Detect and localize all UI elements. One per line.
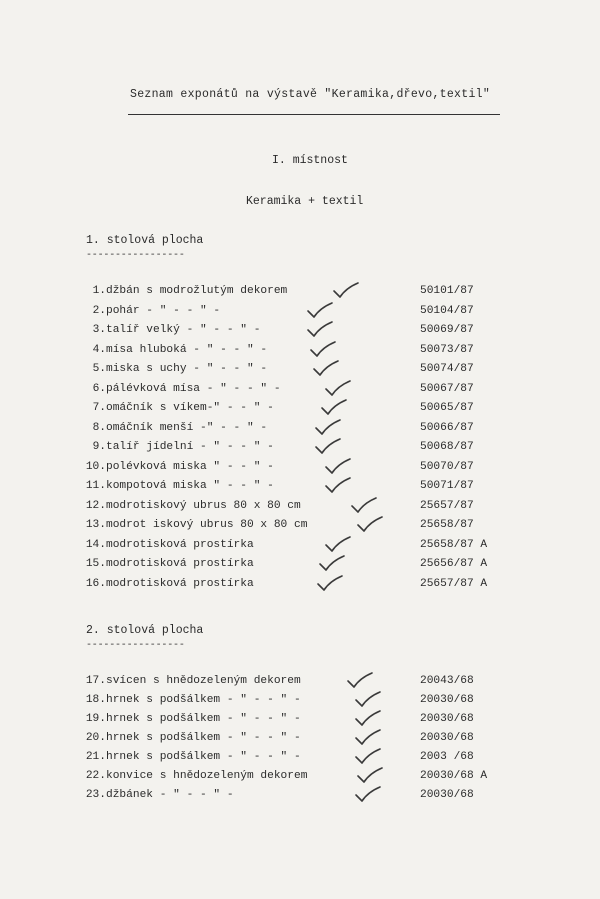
- item-name: modrotisková prostírka: [106, 538, 254, 551]
- item-number: 19.: [85, 713, 106, 725]
- checkmark-icon: [306, 302, 334, 318]
- item-number: 6.: [92, 382, 106, 395]
- section-underline: -----------------: [86, 250, 185, 261]
- list-item: [84, 713, 504, 731]
- document-title: Seznam exponátů na výstavě "Keramika,dřevo,textil": [130, 88, 491, 101]
- list-item: [84, 344, 504, 362]
- inventory-number: 50073/87: [420, 343, 474, 356]
- section-title: 1. stolová plocha: [86, 234, 204, 247]
- item-name: talíř velký - " - - " -: [106, 324, 261, 336]
- inventory-number: 2003 /68: [420, 751, 474, 763]
- list-item: [84, 558, 504, 576]
- item-name: omáčník s víkem-" - - " -: [106, 402, 274, 414]
- inventory-number: 25657/87: [420, 499, 474, 512]
- item-name: kompotová miska " - - " -: [106, 480, 274, 492]
- list-item: [84, 519, 504, 537]
- list-item: [84, 285, 504, 303]
- checkmark-icon: [309, 341, 337, 357]
- item-name: modrotisková prostírka: [106, 558, 254, 570]
- inventory-number: 50067/87: [420, 382, 474, 395]
- list-item: [84, 402, 504, 420]
- inventory-number: 50101/87: [420, 285, 474, 297]
- inventory-number: 20030/68: [420, 789, 474, 801]
- item-number: 11.: [85, 480, 106, 492]
- list-item: [84, 500, 504, 518]
- inventory-number: 50104/87: [420, 304, 474, 317]
- inventory-number: 20030/68 A: [420, 770, 488, 782]
- item-name: svícen s hnědozeleným dekorem: [106, 675, 301, 687]
- category-heading: Keramika + textil: [246, 195, 364, 208]
- item-number: 2.: [92, 304, 106, 317]
- list-item: [84, 480, 504, 498]
- list-item: [84, 770, 504, 788]
- item-number: 9.: [92, 441, 106, 453]
- inventory-number: 50066/87: [420, 421, 474, 434]
- item-name: hrnek s podšálkem - " - - " -: [106, 694, 301, 706]
- checkmark-icon: [324, 477, 352, 493]
- inventory-number: 25657/87 A: [420, 577, 488, 590]
- checkmark-icon: [312, 360, 340, 376]
- checkmark-icon: [318, 555, 346, 571]
- item-name: talíř jídelní - " - - " -: [106, 441, 274, 453]
- item-name: džbánek - " - - " -: [106, 789, 234, 801]
- item-number: 1.: [92, 285, 106, 297]
- list-item: [84, 789, 504, 807]
- inventory-number: 20030/68: [420, 732, 474, 744]
- checkmark-icon: [356, 516, 384, 532]
- checkmark-icon: [306, 321, 334, 337]
- inventory-number: 25658/87: [420, 519, 474, 531]
- inventory-number: 50065/87: [420, 402, 474, 414]
- item-number: 17.: [85, 675, 106, 687]
- list-item: [84, 461, 504, 479]
- item-name: pálévková mísa - " - - " -: [106, 382, 281, 395]
- list-item: [84, 751, 504, 769]
- item-number: 13.: [85, 519, 106, 531]
- checkmark-icon: [324, 536, 352, 552]
- list-item: [84, 363, 504, 381]
- list-item: [84, 539, 504, 557]
- item-name: modrotiskový ubrus 80 x 80 cm: [106, 499, 301, 512]
- inventory-number: 50071/87: [420, 480, 474, 492]
- item-number: 20.: [85, 732, 106, 744]
- item-number: 22.: [85, 770, 106, 782]
- title-underline: [128, 114, 500, 115]
- list-item: [84, 305, 504, 323]
- checkmark-icon: [332, 282, 360, 298]
- item-number: 10.: [85, 460, 106, 473]
- item-number: 16.: [85, 577, 106, 590]
- inventory-number: 25658/87 A: [420, 538, 488, 551]
- item-name: hrnek s podšálkem - " - - " -: [106, 713, 301, 725]
- list-item: [84, 675, 504, 693]
- item-name: modrot iskový ubrus 80 x 80 cm: [106, 519, 308, 531]
- item-name: hrnek s podšálkem - " - - " -: [106, 732, 301, 744]
- list-item: [84, 383, 504, 401]
- item-name: miska s uchy - " - - " -: [106, 363, 268, 375]
- item-name: džbán s modrožlutým dekorem: [106, 285, 288, 297]
- checkmark-icon: [354, 748, 382, 764]
- item-name: modrotisková prostírka: [106, 577, 254, 590]
- checkmark-icon: [324, 458, 352, 474]
- item-name: mísa hluboká - " - - " -: [106, 343, 268, 356]
- checkmark-icon: [356, 767, 384, 783]
- checkmark-icon: [354, 729, 382, 745]
- section-underline: -----------------: [86, 640, 185, 651]
- item-number: 12.: [85, 499, 106, 512]
- item-number: 23.: [85, 789, 106, 801]
- list-item: [84, 578, 504, 596]
- list-item: [84, 694, 504, 712]
- checkmark-icon: [314, 419, 342, 435]
- item-number: 7.: [92, 402, 106, 414]
- checkmark-icon: [354, 710, 382, 726]
- checkmark-icon: [350, 497, 378, 513]
- inventory-number: 20043/68: [420, 675, 474, 687]
- checkmark-icon: [354, 786, 382, 802]
- item-name: omáčník menší -" - - " -: [106, 421, 268, 434]
- checkmark-icon: [346, 672, 374, 688]
- inventory-number: 20030/68: [420, 713, 474, 725]
- checkmark-icon: [324, 380, 352, 396]
- checkmark-icon: [314, 438, 342, 454]
- list-item: [84, 324, 504, 342]
- inventory-number: 25656/87 A: [420, 558, 488, 570]
- checkmark-icon: [354, 691, 382, 707]
- section-title: 2. stolová plocha: [86, 624, 204, 637]
- item-number: 14.: [85, 538, 106, 551]
- inventory-number: 50068/87: [420, 441, 474, 453]
- item-number: 3.: [92, 324, 106, 336]
- checkmark-icon: [320, 399, 348, 415]
- item-name: konvice s hnědozeleným dekorem: [106, 770, 308, 782]
- inventory-number: 50070/87: [420, 460, 474, 473]
- list-item: [84, 422, 504, 440]
- item-name: hrnek s podšálkem - " - - " -: [106, 751, 301, 763]
- item-number: 8.: [92, 421, 106, 434]
- item-name: polévková miska " - - " -: [106, 460, 274, 473]
- item-number: 21.: [85, 751, 106, 763]
- item-number: 5.: [92, 363, 106, 375]
- inventory-number: 50069/87: [420, 324, 474, 336]
- item-number: 15.: [85, 558, 106, 570]
- inventory-number: 20030/68: [420, 694, 474, 706]
- item-number: 4.: [92, 343, 106, 356]
- checkmark-icon: [316, 575, 344, 591]
- item-number: 18.: [85, 694, 106, 706]
- room-heading: I. místnost: [272, 154, 348, 167]
- inventory-number: 50074/87: [420, 363, 474, 375]
- list-item: [84, 732, 504, 750]
- item-name: pohár - " - - " -: [106, 304, 221, 317]
- list-item: [84, 441, 504, 459]
